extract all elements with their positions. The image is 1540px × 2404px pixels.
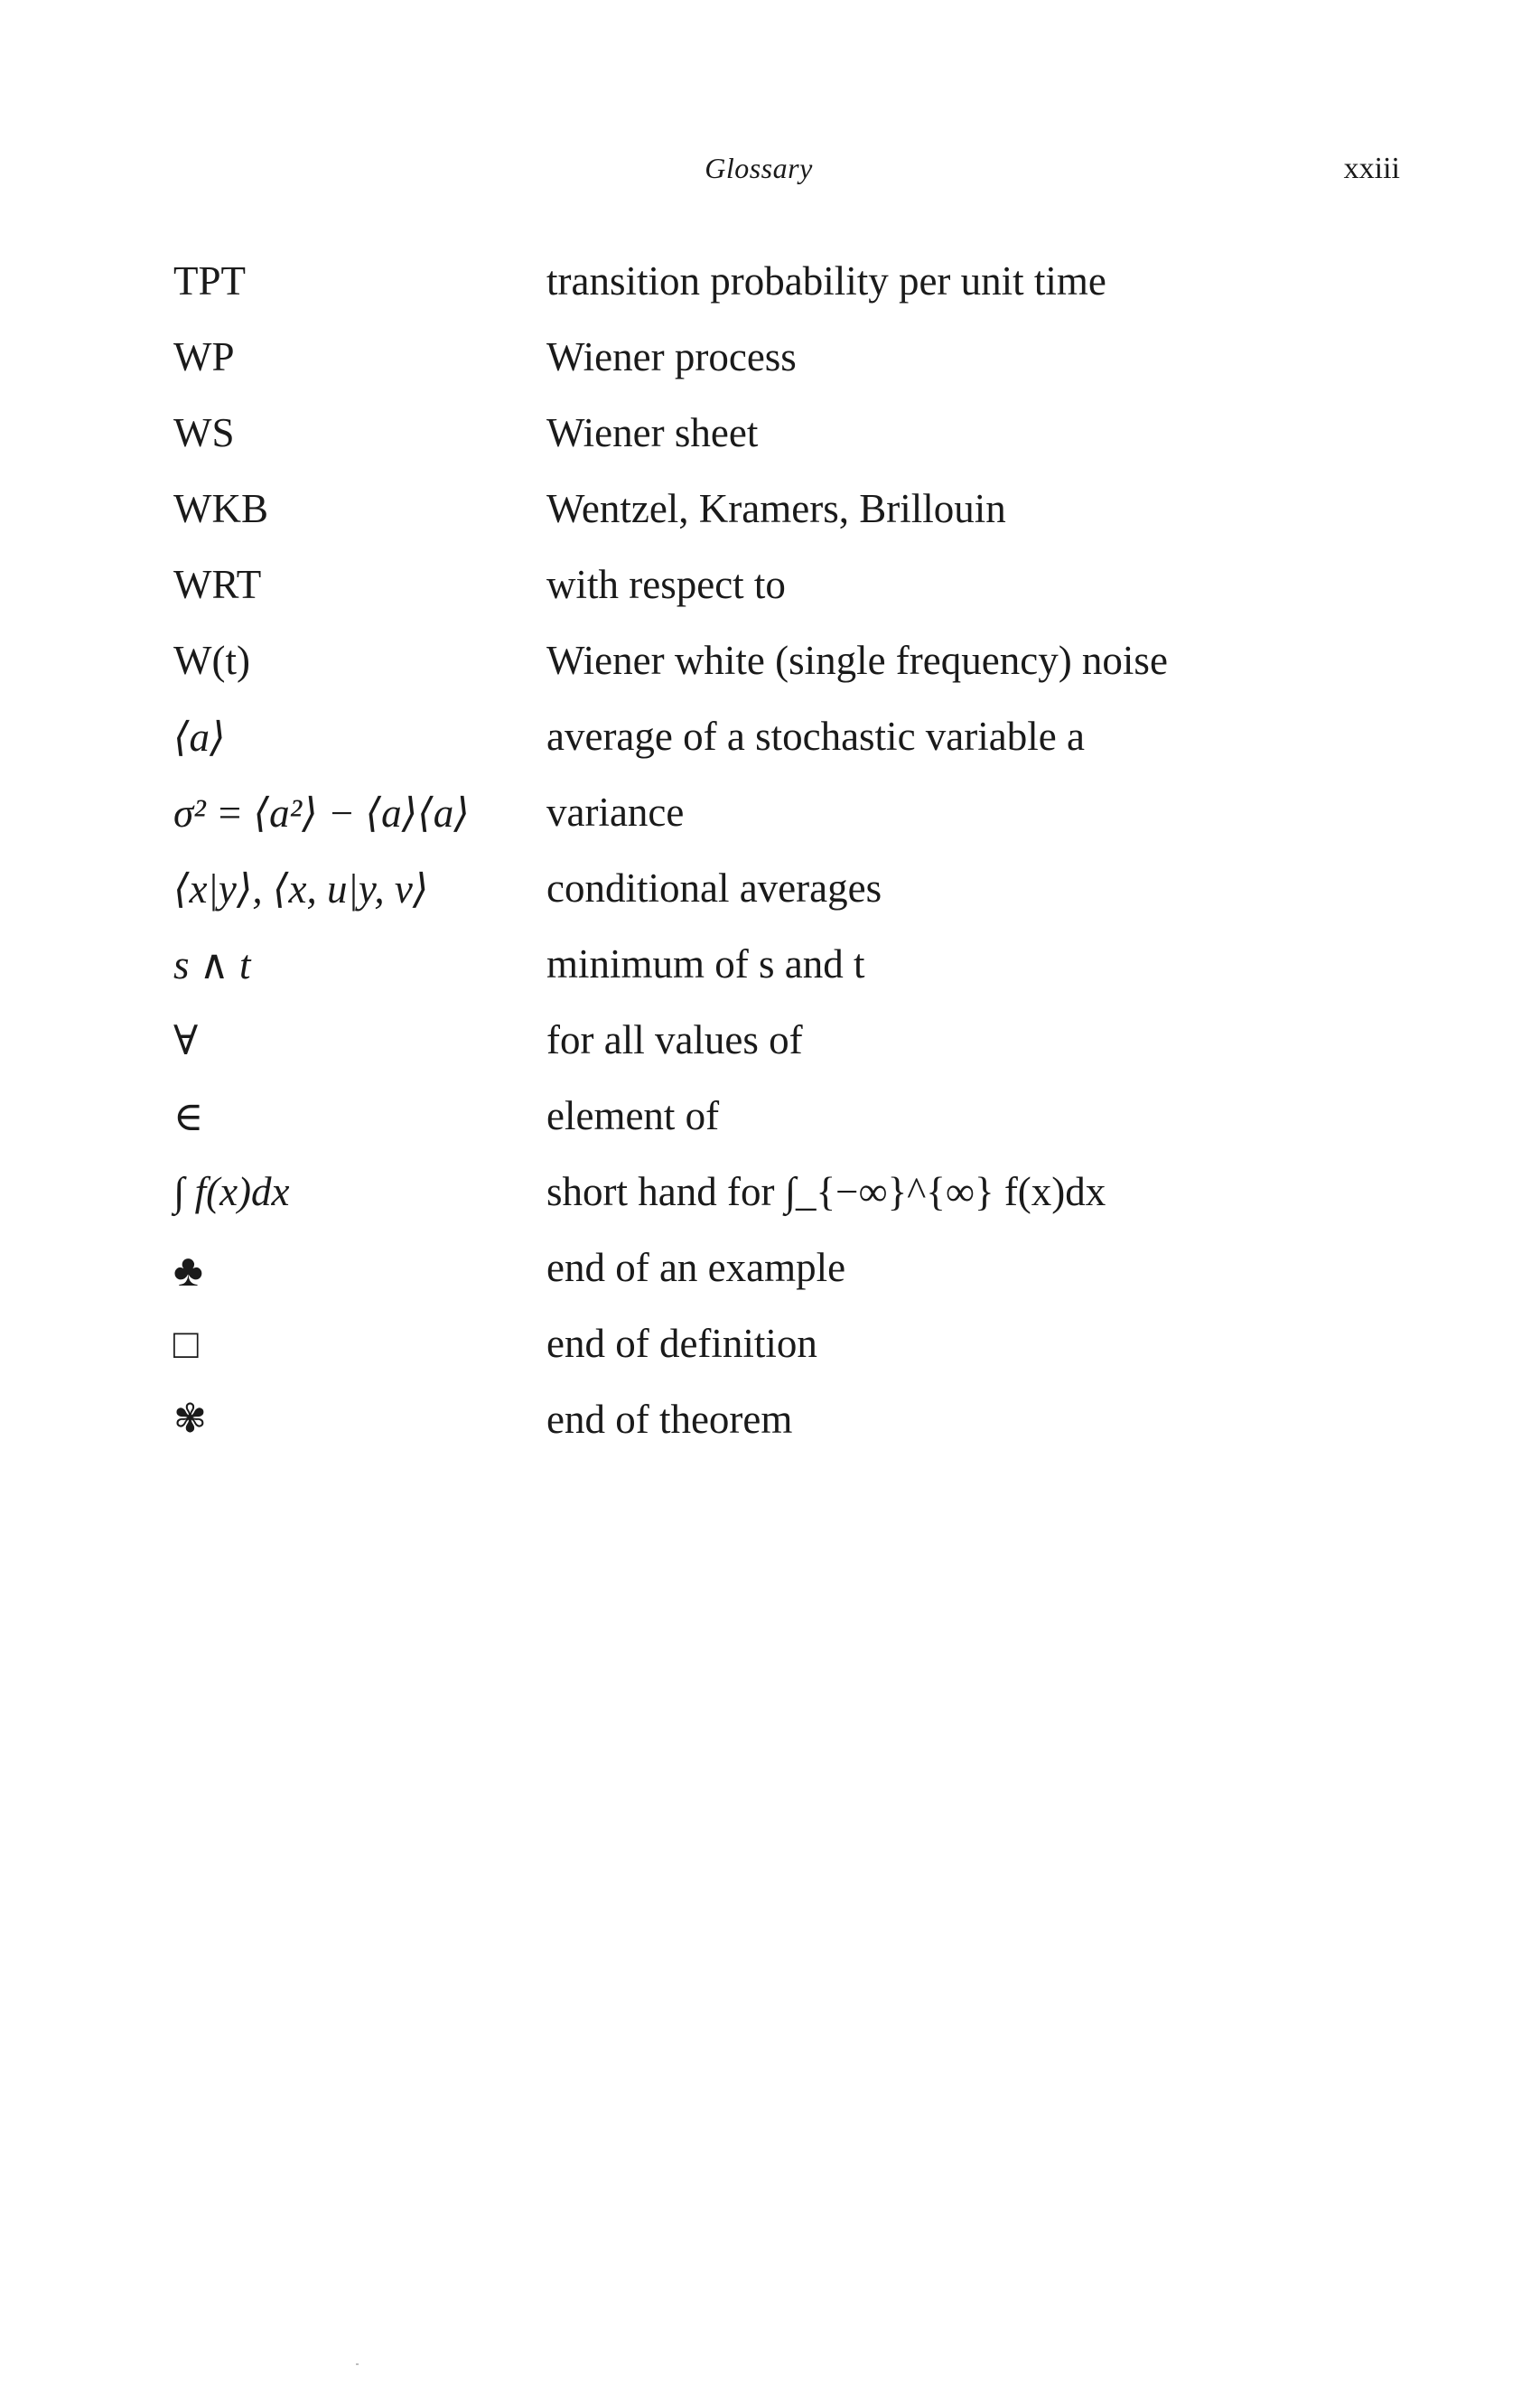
glossary-meaning: with respect to: [546, 562, 786, 607]
glossary-term: WKB: [173, 486, 268, 531]
glossary-entry: [173, 1396, 1348, 1472]
glossary-entry: [173, 1168, 1348, 1244]
glossary-meaning: conditional averages: [546, 865, 882, 911]
glossary-meaning: Wiener sheet: [546, 410, 759, 455]
glossary-meaning: average of a stochastic variable a: [546, 714, 1085, 759]
glossary-meaning: element of: [546, 1093, 720, 1138]
glossary-meaning: transition probability per unit time: [546, 258, 1106, 304]
glossary-entry: [173, 1244, 1348, 1320]
glossary-term: ⟨x|y⟩, ⟨x, u|y, v⟩: [173, 866, 429, 912]
glossary-term: ∀: [173, 1018, 199, 1063]
glossary-entry: [173, 561, 1348, 637]
running-head: [0, 152, 1540, 192]
glossary-meaning: end of definition: [546, 1321, 817, 1366]
glossary-meaning: end of an example: [546, 1245, 846, 1290]
glossary-entry: [173, 485, 1348, 561]
glossary-term: σ² = ⟨a²⟩ − ⟨a⟩⟨a⟩: [173, 790, 470, 836]
glossary-entry: [173, 1320, 1348, 1396]
glossary-entry: [173, 1092, 1348, 1168]
glossary-meaning: variance: [546, 790, 685, 835]
glossary-entry: [173, 333, 1348, 409]
glossary-entry: [173, 940, 1348, 1016]
glossary-term: ∈: [173, 1094, 204, 1139]
glossary-meaning: for all values of: [546, 1017, 803, 1062]
glossary-meaning: Wiener process: [546, 334, 797, 379]
glossary-term: WS: [173, 410, 235, 455]
glossary-entry: [173, 865, 1348, 940]
glossary-meaning: Wiener white (single frequency) noise: [546, 638, 1168, 683]
glossary-meaning: minimum of s and t: [546, 941, 865, 987]
running-title: Glossary: [705, 152, 813, 184]
glossary-term: ∫ f(x)dx: [173, 1169, 290, 1214]
glossary-entry: [173, 409, 1348, 485]
glossary-term: TPT: [173, 258, 247, 304]
glossary-entry: [173, 257, 1348, 333]
glossary-term: WRT: [173, 562, 262, 607]
glossary-term: ⟨a⟩: [173, 715, 226, 760]
club-icon: ♣: [173, 1245, 203, 1296]
glossary-meaning: Wentzel, Kramers, Brillouin: [546, 486, 1006, 531]
glossary-term: W(t): [173, 638, 250, 683]
glossary-term: WP: [173, 334, 235, 379]
scan-speck: [356, 2363, 359, 2365]
glossary-entry: [173, 637, 1348, 713]
glossary-entry: [173, 1016, 1348, 1092]
page-number: xxiii: [1343, 152, 1400, 185]
flower-icon: ✾: [173, 1397, 207, 1441]
glossary-meaning: end of theorem: [546, 1397, 793, 1442]
glossary-term: s ∧ t: [173, 942, 251, 987]
glossary-entry: [173, 789, 1348, 865]
glossary-meaning: short hand for ∫_{−∞}^{∞} f(x)dx: [546, 1169, 1106, 1214]
glossary-list: [173, 257, 1348, 1472]
square-icon: □: [173, 1321, 199, 1367]
glossary-entry: [173, 713, 1348, 789]
